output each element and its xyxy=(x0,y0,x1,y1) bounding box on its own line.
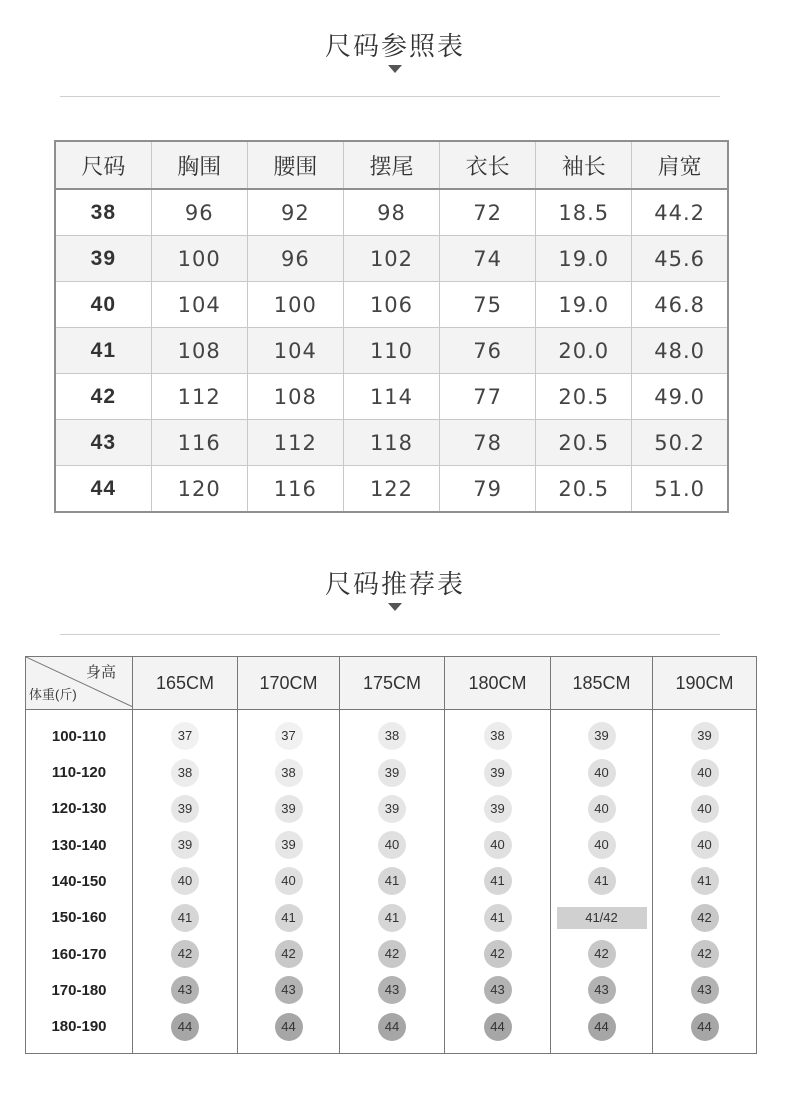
measurement-cell: 19.0 xyxy=(536,282,632,328)
measurement-cell: 79 xyxy=(440,466,536,513)
table-row xyxy=(55,466,728,513)
weight-range-cell: 130-140 xyxy=(26,827,133,863)
size-badge: 44 xyxy=(171,1013,199,1041)
recommendation-cell xyxy=(653,863,757,899)
table-row xyxy=(26,754,757,790)
recommendation-cell xyxy=(340,936,445,972)
recommendation-cell xyxy=(551,791,653,827)
table-row xyxy=(55,420,728,466)
recommendation-cell xyxy=(238,710,340,755)
measurement-cell: 75 xyxy=(440,282,536,328)
weight-range-cell: 140-150 xyxy=(26,863,133,899)
column-header: 腰围 xyxy=(247,141,343,189)
recommendation-cell xyxy=(653,827,757,863)
recommendation-cell xyxy=(238,900,340,936)
recommendation-cell xyxy=(340,754,445,790)
recommendation-cell xyxy=(238,863,340,899)
table-row xyxy=(55,189,728,236)
measurement-cell: 112 xyxy=(151,374,247,420)
recommendation-cell xyxy=(653,791,757,827)
size-badge: 39 xyxy=(171,831,199,859)
height-header: 190CM xyxy=(653,657,757,710)
recommendation-cell xyxy=(653,900,757,936)
recommendation-header-row xyxy=(26,657,757,710)
size-badge: 40 xyxy=(588,795,616,823)
size-badge: 41 xyxy=(484,904,512,932)
divider xyxy=(60,96,720,97)
table-row xyxy=(26,972,757,1008)
size-badge: 40 xyxy=(691,831,719,859)
size-badge: 44 xyxy=(691,1013,719,1041)
measurement-cell: 98 xyxy=(343,189,439,236)
column-header: 肩宽 xyxy=(632,141,728,189)
size-badge: 39 xyxy=(484,795,512,823)
measurement-cell: 120 xyxy=(151,466,247,513)
measurement-cell: 116 xyxy=(247,466,343,513)
recommendation-chart-title: 尺码推荐表 xyxy=(324,570,465,600)
size-badge: 38 xyxy=(484,722,512,750)
size-cell: 44 xyxy=(55,466,151,513)
size-cell: 39 xyxy=(55,236,151,282)
column-header: 衣长 xyxy=(440,141,536,189)
measurement-cell: 20.5 xyxy=(536,374,632,420)
size-badge: 40 xyxy=(275,867,303,895)
size-badge: 44 xyxy=(275,1013,303,1041)
size-badge: 41 xyxy=(378,904,406,932)
title-triangle-icon xyxy=(388,603,402,611)
table-row xyxy=(26,1009,757,1054)
measurement-cell: 20.0 xyxy=(536,328,632,374)
table-row xyxy=(26,827,757,863)
title-triangle-icon xyxy=(388,65,402,73)
measurement-cell: 104 xyxy=(247,328,343,374)
measurement-cell: 100 xyxy=(151,236,247,282)
recommendation-cell xyxy=(445,863,551,899)
recommendation-cell xyxy=(340,900,445,936)
measurement-cell: 96 xyxy=(151,189,247,236)
size-badge: 39 xyxy=(691,722,719,750)
recommendation-cell xyxy=(133,791,238,827)
measurement-cell: 104 xyxy=(151,282,247,328)
recommendation-cell xyxy=(238,936,340,972)
measurement-cell: 20.5 xyxy=(536,420,632,466)
measurement-cell: 48.0 xyxy=(632,328,728,374)
size-badge: 42 xyxy=(588,940,616,968)
recommendation-cell xyxy=(551,827,653,863)
measurement-cell: 92 xyxy=(247,189,343,236)
measurement-cell: 46.8 xyxy=(632,282,728,328)
measurement-cell: 78 xyxy=(440,420,536,466)
size-badge: 40 xyxy=(691,795,719,823)
measurement-cell: 51.0 xyxy=(632,466,728,513)
measurement-cell: 72 xyxy=(440,189,536,236)
size-badge: 43 xyxy=(275,976,303,1004)
measurement-cell: 114 xyxy=(343,374,439,420)
recommendation-cell xyxy=(551,900,653,936)
measurement-cell: 19.0 xyxy=(536,236,632,282)
table-row xyxy=(55,282,728,328)
height-header: 180CM xyxy=(445,657,551,710)
recommendation-cell xyxy=(238,972,340,1008)
size-badge: 39 xyxy=(378,759,406,787)
height-header: 170CM xyxy=(238,657,340,710)
measurement-cell: 18.5 xyxy=(536,189,632,236)
recommendation-cell xyxy=(653,972,757,1008)
size-badge: 42 xyxy=(378,940,406,968)
size-badge: 39 xyxy=(171,795,199,823)
table-row xyxy=(26,936,757,972)
recommendation-cell xyxy=(340,827,445,863)
recommendation-cell xyxy=(340,710,445,755)
recommendation-cell xyxy=(445,936,551,972)
recommendation-cell xyxy=(445,827,551,863)
size-badge: 42 xyxy=(691,940,719,968)
recommendation-cell xyxy=(133,1009,238,1054)
recommendation-cell xyxy=(551,710,653,755)
size-cell: 43 xyxy=(55,420,151,466)
recommendation-cell xyxy=(133,972,238,1008)
weight-range-cell: 160-170 xyxy=(26,936,133,972)
table-row xyxy=(26,863,757,899)
recommendation-cell xyxy=(445,900,551,936)
size-badge: 43 xyxy=(484,976,512,1004)
size-badge: 37 xyxy=(171,722,199,750)
table-row xyxy=(26,791,757,827)
size-badge: 40 xyxy=(484,831,512,859)
weight-range-cell: 100-110 xyxy=(26,710,133,755)
measurement-cell: 118 xyxy=(343,420,439,466)
recommendation-cell xyxy=(133,710,238,755)
recommendation-cell xyxy=(551,1009,653,1054)
size-badge: 40 xyxy=(691,759,719,787)
recommendation-cell xyxy=(445,754,551,790)
column-header: 尺码 xyxy=(55,141,151,189)
recommendation-cell xyxy=(133,863,238,899)
size-badge: 41 xyxy=(171,904,199,932)
weight-range-cell: 170-180 xyxy=(26,972,133,1008)
size-badge: 41 xyxy=(378,867,406,895)
size-badge: 39 xyxy=(378,795,406,823)
measurement-cell: 106 xyxy=(343,282,439,328)
size-badge: 38 xyxy=(171,759,199,787)
measurement-cell: 96 xyxy=(247,236,343,282)
size-badge: 41 xyxy=(275,904,303,932)
measurement-cell: 108 xyxy=(247,374,343,420)
height-header: 185CM xyxy=(551,657,653,710)
recommendation-cell xyxy=(238,754,340,790)
table-row xyxy=(55,328,728,374)
size-cell: 40 xyxy=(55,282,151,328)
table-row xyxy=(26,710,757,755)
size-recommendation-table xyxy=(25,656,757,1054)
column-header: 摆尾 xyxy=(343,141,439,189)
recommendation-cell xyxy=(133,754,238,790)
divider xyxy=(60,634,720,635)
recommendation-cell xyxy=(653,936,757,972)
size-chart-title: 尺码参照表 xyxy=(324,32,465,62)
size-badge: 41 xyxy=(691,867,719,895)
size-badge: 44 xyxy=(484,1013,512,1041)
measurement-cell: 50.2 xyxy=(632,420,728,466)
recommendation-cell xyxy=(445,1009,551,1054)
size-badge: 39 xyxy=(588,722,616,750)
recommendation-cell xyxy=(340,972,445,1008)
weight-range-cell: 110-120 xyxy=(26,754,133,790)
measurement-cell: 112 xyxy=(247,420,343,466)
recommendation-cell xyxy=(445,972,551,1008)
recommendation-cell xyxy=(340,791,445,827)
measurement-cell: 108 xyxy=(151,328,247,374)
size-badge: 40 xyxy=(588,831,616,859)
recommendation-cell xyxy=(653,710,757,755)
size-badge: 40 xyxy=(588,759,616,787)
size-badge: 44 xyxy=(378,1013,406,1041)
size-badge: 40 xyxy=(378,831,406,859)
recommendation-cell xyxy=(445,710,551,755)
height-header: 175CM xyxy=(340,657,445,710)
size-badge: 41 xyxy=(588,867,616,895)
size-badge: 41/42 xyxy=(557,907,647,929)
size-badge: 42 xyxy=(484,940,512,968)
recommendation-cell xyxy=(238,827,340,863)
size-badge: 39 xyxy=(484,759,512,787)
height-header: 165CM xyxy=(133,657,238,710)
size-chart-header-row xyxy=(55,141,728,189)
measurement-cell: 116 xyxy=(151,420,247,466)
measurement-cell: 74 xyxy=(440,236,536,282)
recommendation-cell xyxy=(238,1009,340,1054)
recommendation-cell xyxy=(653,754,757,790)
recommendation-cell xyxy=(340,863,445,899)
size-chart-table xyxy=(54,140,729,513)
size-badge: 38 xyxy=(275,759,303,787)
measurement-cell: 20.5 xyxy=(536,466,632,513)
size-badge: 37 xyxy=(275,722,303,750)
recommendation-cell xyxy=(133,827,238,863)
size-badge: 42 xyxy=(171,940,199,968)
size-badge: 43 xyxy=(691,976,719,1004)
measurement-cell: 76 xyxy=(440,328,536,374)
height-axis-label: 身高 xyxy=(85,664,116,681)
weight-axis-label: 体重(斤) xyxy=(29,687,77,702)
size-badge: 42 xyxy=(691,904,719,932)
recommendation-cell xyxy=(551,754,653,790)
size-cell: 41 xyxy=(55,328,151,374)
weight-range-cell: 150-160 xyxy=(26,900,133,936)
table-row xyxy=(55,236,728,282)
recommendation-cell xyxy=(551,936,653,972)
size-badge: 43 xyxy=(171,976,199,1004)
recommendation-cell xyxy=(551,863,653,899)
size-badge: 38 xyxy=(378,722,406,750)
recommendation-cell xyxy=(133,936,238,972)
measurement-cell: 100 xyxy=(247,282,343,328)
measurement-cell: 122 xyxy=(343,466,439,513)
recommendation-cell xyxy=(445,791,551,827)
size-cell: 38 xyxy=(55,189,151,236)
recommendation-cell xyxy=(653,1009,757,1054)
column-header: 袖长 xyxy=(536,141,632,189)
recommendation-cell xyxy=(551,972,653,1008)
size-badge: 41 xyxy=(484,867,512,895)
size-badge: 43 xyxy=(588,976,616,1004)
size-badge: 44 xyxy=(588,1013,616,1041)
weight-range-cell: 180-190 xyxy=(26,1009,133,1054)
size-badge: 39 xyxy=(275,831,303,859)
measurement-cell: 110 xyxy=(343,328,439,374)
size-cell: 42 xyxy=(55,374,151,420)
measurement-cell: 44.2 xyxy=(632,189,728,236)
recommendation-cell xyxy=(238,791,340,827)
size-badge: 42 xyxy=(275,940,303,968)
size-badge: 43 xyxy=(378,976,406,1004)
measurement-cell: 45.6 xyxy=(632,236,728,282)
measurement-cell: 102 xyxy=(343,236,439,282)
recommendation-cell xyxy=(340,1009,445,1054)
corner-header-cell xyxy=(26,657,133,710)
table-row xyxy=(26,900,757,936)
size-badge: 39 xyxy=(275,795,303,823)
weight-range-cell: 120-130 xyxy=(26,791,133,827)
column-header: 胸围 xyxy=(151,141,247,189)
measurement-cell: 49.0 xyxy=(632,374,728,420)
size-badge: 40 xyxy=(171,867,199,895)
recommendation-cell xyxy=(133,900,238,936)
table-row xyxy=(55,374,728,420)
measurement-cell: 77 xyxy=(440,374,536,420)
